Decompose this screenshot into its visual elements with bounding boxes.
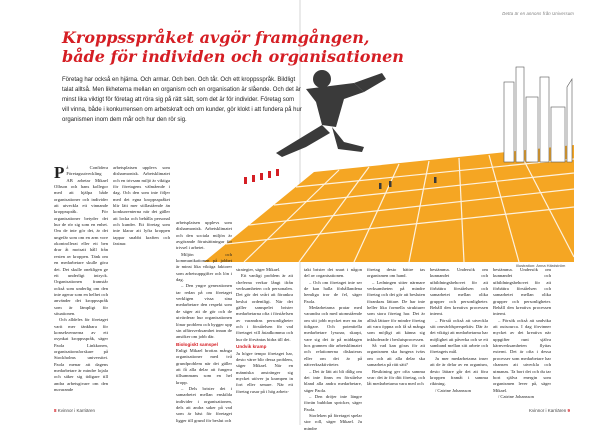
column-1 <box>54 165 108 393</box>
body-paragraph: – Den dröjer inte längre förrän bubblan spricker, säger Paola. <box>304 393 362 412</box>
column-5 <box>304 267 362 432</box>
headline-line-1: Kroppsspråket avgör framgången, <box>62 28 370 47</box>
column-3 <box>176 220 232 424</box>
author-signature: / Catrine Johansson <box>435 387 471 393</box>
orange-floor <box>204 145 574 262</box>
body-paragraph: Medarbetarna pratar med varandra och med utomstående om sitt jobb mycket mer nu än tidigare. Och potentiella medarbetare lyssnar, skarpt, vare sig det är på middagen hos grannen där arbetsklimatet och relationerna diskuteras eller om det är på nätverksaktiviteter. <box>304 305 362 368</box>
body-paragraph: Storleken på företaget spelar stor roll, säger Mikael. Ju mindre <box>304 412 362 431</box>
page-number-right: 9 <box>567 408 570 413</box>
body-paragraph: Besiktning ger ofta samma svar: det är för ditt företag, och låt medarbetarna vara med och <box>367 368 425 387</box>
column-2 <box>113 165 170 247</box>
advertisement-tag: Detta är en annons från Universum <box>502 11 574 16</box>
body-paragraph: – Försök också att undvika att outsourca. I dag förvinner mycket av det kreativa när uppgifter runt själva kärnverksamheten flyttas externt. Det är ofta i dessa processer som medarbetare har chansen att utveckla och utmanas. Ta bort det och du tar bort själva energin som organismen lever på, säger Mikael. <box>493 317 551 393</box>
drop-cap: P <box>54 163 65 182</box>
footer-publication-left: Kvinnor i Karriären <box>57 408 96 413</box>
body-paragraph: bestämma. Undersök om kunnandet och utbildningsbehovet för att förbättra förståelsen och samarbetet mellan olika grupper och personligheter. Behåll den kreativa processen internt. <box>430 267 488 317</box>
body-paragraph: – Och om företaget inte ser de kan halla förhållandena hemliga tror de fel, säger Paola. <box>304 279 362 304</box>
body-paragraph: Ju högre tempo företaget har, desto värre blir dessa problem, säger Mikael. När en människa anstränger sig mycket utöver ju krampen in fort eller senare. När ett företag rusar på i hög arbets- <box>236 350 293 394</box>
footer-left <box>54 408 95 413</box>
city-skyline <box>504 67 572 162</box>
figure-illustration <box>276 70 386 157</box>
body-paragraph: Så vad kan göras för att organismen ska fungera tvärs om och att alla delar ska samarbeta på rätt sätt? <box>367 343 425 368</box>
author-signature: / Catrine Johansson <box>498 393 534 399</box>
body-paragraph: Och alldeles för företaget varit mer tänkbara för konsekvenserna av ett osynkat kroppsspråk, säger Paola Linkkonen, organisationsforskare på Stockholms universitet. Paola menar att dagens medarbetare är mindre lojala och säker sig tidigare till andra arbetsgivare om den nuvarande <box>54 317 108 393</box>
body-paragraph: – Dels brister det i samarbetet mellan enskilda individer i organisationen, dels att andra saker på vad som är bäst för företaget ligger till grund för beslut och <box>176 386 232 423</box>
body-paragraph: – Den yngre generationen tar redan på om företaget verkligen vissa sina medarbetare den respekt som de säger att de gör och de utvärderar hur organisationen lönar problem och bygger upp sin affärsverksamhet innan de ansöker om jobb där. <box>176 283 232 340</box>
footer-right <box>529 408 570 413</box>
body-paragraph: Miljön och kommunikationen på jobbet är minst lika viktiga faktorer som arbetsuppgifter och lön i dag. <box>176 251 232 283</box>
body-paragraph: strategier, säger Mikael. <box>236 267 281 272</box>
page-number-left: 8 <box>54 408 57 413</box>
body-paragraph: – Förstå också att utveckla sitt omvärldsperspektiv. Där är det viktigt att medarbetarna har möjlighet att påverka och se ett samband mellan sitt arbete och företagets mål. <box>430 317 488 355</box>
body-paragraph: företag desto bättre tas organismen om hand. <box>367 267 425 279</box>
illustration-credit: Illustration: Anna Härdström <box>516 263 566 268</box>
column-8 <box>493 267 551 400</box>
column-7 <box>430 267 488 394</box>
lead-paragraph: Företag har också en hjärna. Och armar. Och ben. Och tår. Och ett kroppsspråk. Bildligt talat alltså. Men likheterna mellan en organism och en organisation är slående. Och det är minst lika viktigt för företag att röra sig på rätt sätt, som det är för individer. Företag som vill vinna, både i konkurrensen om arbetskraft och om kunder, gör klokt i att fundera på hur organismen inom dem mår och hur den rör sig. <box>62 77 302 123</box>
body-paragraph: Ett vanligt problem är att cheferna verkar långt ifrån verksamheten och personalen. Det gör det svårt att förankra beslut ordentligt. När det gäller samspelet brister medarbetarna ofta i förståelsen av varandras personligheter och i förståelsen för vad företaget vill åstadkomma och hur de förväntas bidra till det. <box>236 273 293 342</box>
body-paragraph: – Det är lätt att bli dålig om det inte finns en förståelse bland alla andra medarbetare, säger Paola. <box>304 368 362 393</box>
body-paragraph: arbetsplatsen upplevs som disharmonisk. Arbetsklimatet och en trivsam miljö är viktiga för företagens välmående i dag. Och den som inte följer med det egna kroppsspråket blir lätt mer stillastående än konkurrenterna när det gäller att locka och behålla personal och kunder. Ett företag som inte klarar att lyfta kroppen tappar snabbt kraften och fastnar. <box>113 165 170 247</box>
body-paragraph: takt brister det snart i någon del av organisationen. <box>304 267 362 279</box>
subheading: Biologiskt samspel <box>176 341 218 347</box>
headline-line-2: både för individen och organisationen <box>62 47 404 66</box>
column-6 <box>367 267 425 388</box>
body-paragraph: – Ledningen sitter närmare verksamheten på mindre företag och det gör att besluten förankras lättare. De har inte heller lika formella strukturer som stora företag har. Det är alltså lättare för mindre företag att vara öppna och få så många som möjligt att känna sig inkluderade i beslutsprocessen. <box>367 279 425 342</box>
body-paragraph: Enligt Mikael brottas många organisationer med två grundproblem när det gäller att få alla delar att fungera tillsammans som en hel kropp. <box>176 347 232 385</box>
body-paragraph: bestämma. Undersök om kunnandet och utbildningsbehovet för att förbättra förståelsen och samarbetet mellan olika grupper och personligheter. Behåll den kreativa processen internt. <box>493 267 551 317</box>
column-4 <box>236 267 293 395</box>
body-paragraph: På Confidera Företagsutveckling AB arbetar Mikael Olhson och hans kollegor med att hjälpa både organisationer och individer att utveckla ett vinnande kroppsspråk. För organisationer betyder det hur de rör sig som en enhet. Om de inte gör det, är det ungefär som om en arm vore okontrollerat eller ett ben drar åt motsatt håll från resten av kroppen. Tänk om en medarbetare skulle göra det. Det skulle onekligen ge ett underligt intryck. Organisationen framstår också som underlig om den inte agerar som en helhet och använder det kroppsspråk som är lämpligt för situationen. <box>54 163 108 316</box>
footer-publication-right: Kvinnor i Karriären <box>528 408 567 413</box>
body-paragraph: arbetsplatsen upplevs som disharmonisk. Arbetsklimatet och den sociala miljön är avgörande förutsättningar för trivsel i arbetet. <box>176 220 232 251</box>
illustration <box>204 57 574 262</box>
body-paragraph: Ju mer medarbetarna inser att de är delar av en organism, desto lättare går det att föra kroppen framåt i samma riktning. <box>430 355 488 387</box>
subheading: Undvik kramp <box>236 344 267 350</box>
